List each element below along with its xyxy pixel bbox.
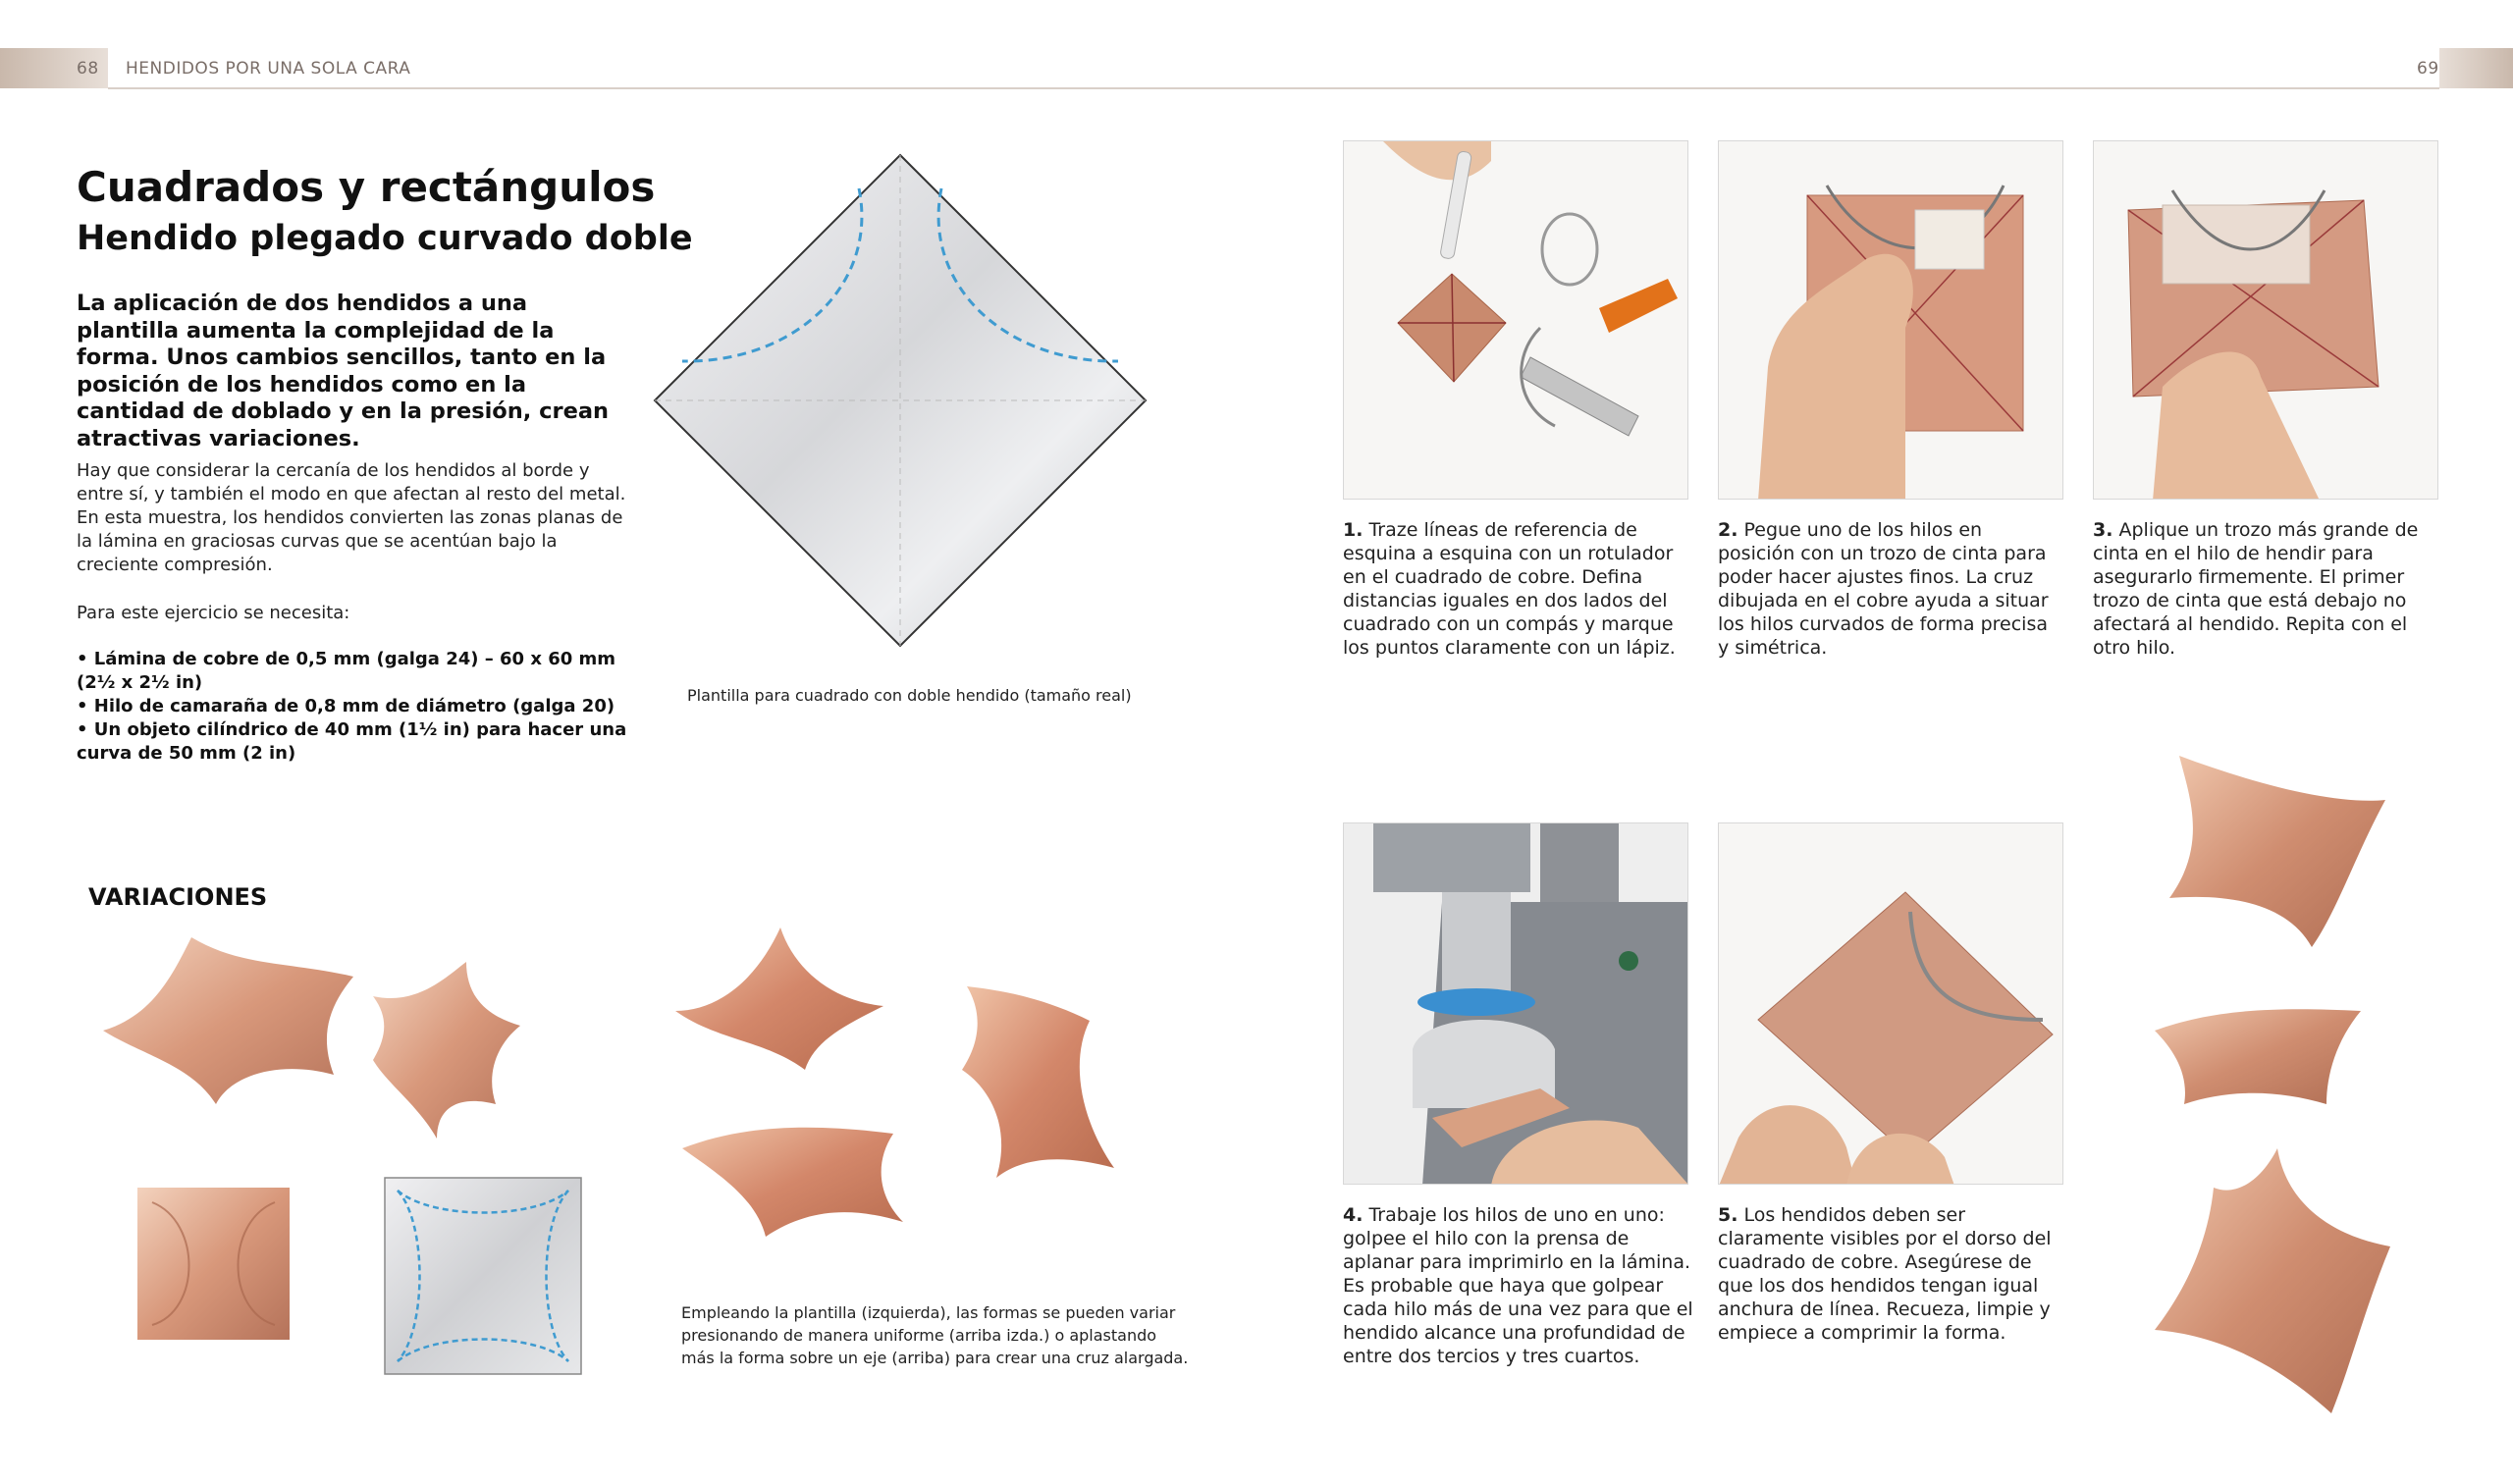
copper-cross-2: [962, 986, 1114, 1178]
copper-cross-3: [682, 1128, 903, 1237]
finished-forms-column: [2140, 736, 2405, 1423]
step-4-photo: [1343, 822, 1688, 1185]
copper-cross-1: [675, 928, 883, 1070]
step-2-photo: [1718, 140, 2063, 500]
step-3-text: 3. Aplique un trozo más grande de cinta en el hilo de hendir para asegurarlo firmemente. El primer trozo de cinta que está debajo no afectará al hendido. Repita con el otro hilo.: [2093, 519, 2419, 659]
page-number-right: 69: [2417, 59, 2439, 79]
template-diagram: [648, 147, 1158, 658]
section-title: HENDIDOS POR UNA SOLA CARA: [126, 59, 411, 79]
header-band-right: [2439, 48, 2513, 88]
intro-text: La aplicación de dos hendidos a una plantilla aumenta la complejidad de la forma. Unos cambios sencillos, tanto en la posición de los hendidos como en la cantidad de doblado y en la presión, crean atractivas variaciones.: [77, 291, 610, 451]
copper-variation-1: [103, 937, 353, 1104]
variations-photos-left: [93, 928, 594, 1389]
step-1-text: 1. Traze líneas de referencia de esquina a esquina con un rotulador en el cuadrado de cobre. Defina distancias iguales en dos lados del cuadrado con un compás y marque los puntos claramente con un lápiz.: [1343, 519, 1676, 659]
needs-label: Para este ejercicio se necesita:: [77, 603, 350, 623]
variations-title: VARIACIONES: [88, 883, 268, 911]
copper-variation-2: [373, 962, 520, 1139]
step-5-text: 5. Los hendidos deben ser claramente visibles por el dorso del cuadrado de cobre. Asegúrese de que los dos hendidos tengan igual anchura de línea. Recueza, limpie y empiece a comprimir la forma.: [1718, 1204, 2052, 1344]
variations-caption: Empleando la plantilla (izquierda), las formas se pueden variar presionando de manera uniforme (arriba izda.) o aplastando más la forma sobre un eje (arriba) para crear una cruz alargada.: [681, 1303, 1189, 1367]
material-item: • Hilo de camaraña de 0,8 mm de diámetro (galga 20): [77, 696, 615, 716]
page-subtitle: Hendido plegado curvado doble: [77, 219, 693, 258]
page-title: Cuadrados y rectángulos: [77, 163, 656, 211]
material-item: • Lámina de cobre de 0,5 mm (galga 24) – 60 x 60 mm (2½ x 2½ in): [77, 649, 616, 693]
step-2-text: 2. Pegue uno de los hilos en posición con un trozo de cinta para poder hacer ajustes finos. La cruz dibujada en el cobre ayuda a situar los hilos curvados de forma precisa y simétrica.: [1718, 519, 2049, 659]
template-square-small: [385, 1178, 581, 1374]
step-1-photo: [1343, 140, 1688, 500]
step-4-text: 4. Trabaje los hilos de uno en uno: golpee el hilo con la prensa de aplanar para imprimirlo en la lámina. Es probable que haya que golpear cada hilo más de una vez para que el hendido alcance una profundidad de entre dos tercios y tres cuartos.: [1343, 1204, 1693, 1367]
materials-list: [77, 648, 636, 766]
header-rule: [108, 87, 2439, 89]
copper-form-1: [2169, 756, 2385, 947]
template-caption: Plantilla para cuadrado con doble hendido (tamaño real): [687, 686, 1132, 705]
copper-form-2: [2155, 1009, 2361, 1104]
page-number-left: 68: [77, 59, 99, 79]
template-square: [655, 155, 1146, 646]
step-3-photo: [2093, 140, 2438, 500]
variations-photos-right: [668, 913, 1158, 1246]
body-text: Hay que considerar la cercanía de los hendidos al borde y entre sí, y también el modo en que afectan al resto del metal. En esta muestra, los hendidos convierten las zonas planas de la lámina en graciosas curvas que se acentúan bajo la creciente compresión.: [77, 460, 626, 575]
copper-flat-square: [137, 1188, 290, 1340]
step-5-photo: [1718, 822, 2063, 1185]
copper-form-3: [2155, 1148, 2390, 1413]
material-item: • Un objeto cilíndrico de 40 mm (1½ in) para hacer una curva de 50 mm (2 in): [77, 719, 627, 764]
